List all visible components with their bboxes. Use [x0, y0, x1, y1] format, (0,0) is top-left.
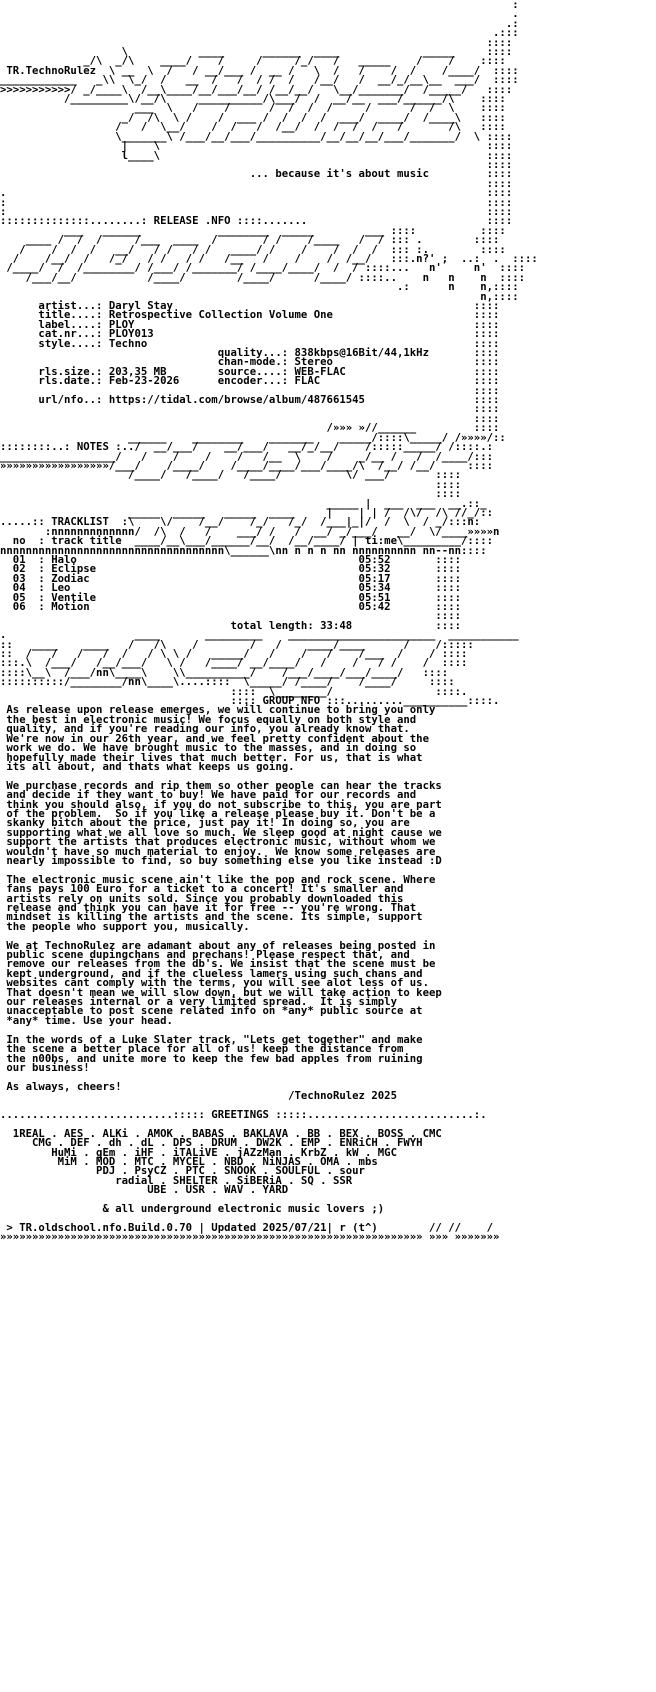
group-nfo-art: . ____ _________ _______________________ ___________ :: ____ ____ / /\ / / / ____/____ / /::::: :: / / / / / / \ \ / _____/ / / / /___ / / :::: :::.\ /___/ /__/___/ \ / /____/ __/____/ / / / / / :::: ::::\__\ /___/nn\____\ \\__________/ /___/____/___/____/ :::: ::::::::::/________/nn\____\....:::: \_____/ /____/ /____/ :::: :::: \________/ ::::. :::: GROUP NFO :::.........__________::::.	[0, 628, 519, 708]
tracklist-art: _____ | ___ ___ __.::_ _____ _____ _____ ____ | | | / /\/ /\ //_/:: .....:: TRACKLIST :\ \/ /__/ /_/ /_/ /___|_|/ / \ / _/:::n: :nnnnnnnnnnnnn/ /\ / / ___/ / / __/ _/___/ __/ \/____»»»»n no : track title ____/__\___/______/__/ /__/____/ | ti:me\_________/:::: nnnnnnnnnnnnnnnnnnnnnnnnnnnnnnnnnnn\______\nn n n n nn nnnnnnnnnn nn--nn::::	[0, 496, 500, 557]
release-title-art: ___ ______ ________ _____ ___ :::: :::: ____ / / / /___ ____ / / / /____ / / ::: . :::: / / / / __/ / / / / ____/ / / / / / ::: :. :::: / /__/ / /_/ / / / / /__ / / / /__/ :::.n?' ; ..: . :::: /____/ / /________/ /___/ /_______/ /____/____/ / / ::::... n' n' :::: /___/__/ /____/ /____/ /____/ ::::.. n n n :::: .: n n,:::: n,::::	[6, 223, 538, 303]
notes-art: /»»» »//______ :::: ______ ________ _______ _____/::::\_____/ /»»»»/:: ::::::::..: NOTES :../ __/___/ __/___/ __/_/__/ /:::::_____/ /::::.: __________________/ / / / / /__ \ / _/__ / / /____/::: »»»»»»»»»»»»»»»»»/___/ /____/ /____/____/___/____/\ /__/ /__/ :::: /____/ /____/ /____/ \/ ___/ :::: :::: ::::	[0, 421, 506, 501]
footer-rule: »»»»»»»»»»»»»»»»»»»»»»»»»»»»»»»»»»»»»»»»»»»»»»»»»»»»»»»»»»»»»»»»»» »»» »»»»»»»	[0, 1230, 500, 1244]
greetings-header: ...........................::::: GREETINGS :::::..........................:.	[0, 1107, 487, 1121]
greetings-list: 1REAL . AES . ALKi . AMOK . BABAS . BAKLAVA . BB . BEX . BOSS . CMC CMG . DEF . dh . dL . DPS . DRUM . DW2K . EMP . ENRiCH . FWYH HuMi . gEm . iHF . iTALiVE . jAZzMan . KrbZ . kW . MGC MiM . MOD . MTC . MYCEL . NBD . NiNJAS . OMA . mbs PDJ . PsyCZ . PTC . SNOOK . SOULFUL . sour radial . SHELTER . SiBERiA . SQ . SSR UBE . USR . WAV . YARD	[12, 1126, 442, 1197]
release-nfo-header: ::::::::::::::........: RELEASE .NFO ::::....... ::::	[0, 214, 513, 228]
technorulez-logo-art: : . .: .::: :::: \ ____ ______ ____ _____ :::: _/\ _/\ ____/ / / /_/ / _____ / / :::: TR.TechnoRulez \ __ \ / / __/___ / __ / \ / / / / /____/ :::: ____________ _\\ \_/ / __ / / / / / /__/ / __/_/__\__ ___/ :::: >>>>>>>>>>>/ _/____\ /__\____/__/___/__/ /__/__/ \__/_______/ /_____/ :::: /_________\/__/\ __________/\___/ / __/__ ___/______/\ :::: ___ \ / / / / / / / / / \ :::: _/ /\ \ / / ___ / / / / ___/ ____/ /____\ :::: / / \__/ / / / /__/ / / / / / /\ :::: \_______\ /___/__/___/__________/__/__/__/___/_______/ \ :::: | \ :::: l____\ :::: :::: ... because it's about music :::: :::: . :::: : :::: : ::::	[0, 0, 519, 218]
release-info-block: artist...: Daryl Stay :::: title....: Retrospective Collection Volume One :::: label....: PLOY :::: cat.nr...: PLOY013 :::: style....: Techno :::: quality...: 838kbps@16Bit/44,1kHz :::: chan-mode.: Stereo :::: rls.size.: 203,35 MB source....: WEB-FLAC :::: rls.date.: Feb-23-2026 encoder...: FLAC :::: :::: url/nfo..: https://tidal.com/browse/album/487661545 :::: :::: ::::	[38, 299, 500, 425]
group-nfo-text: As release upon release emerges, we will continue to bring you only the best in electronic music! We focus equally on both style and quality, and if you're reading our info, you already know that. We're now in our 26th year, and we feel pretty confident about the work we do. We have brought music to the masses, and in doing so hopefully made their lives that much better. For us, that is what its all about, and thats what keeps us going. We purchase records and rip them so other people can hear the tracks and decide if they want to buy! We have paid for our records and think you should also, if you do not subscribe to this, you are part of the problem. So if you like a release please buy it. Don't be a skanky bitch about the price, just pay it! In doing so, you are supporting what we all love so much. We sleep good at night cause we support the artists that produces electronic music, without whom we wouldn't have so much material to enjoy. We know some releases are nearly impossible to find, so buy something else you like instead :D The electronic music scene ain't like the pop and rock scene. Where fans pays 100 Euro for a ticket to a concert! It's smaller and artists rely on units sold. Since you probably downloaded this release and think you can have it for free -- you're wrong. That mindset is killing the artists and the scene. Its simple, support the people who support you, musically. We at TechnoRulez are adamant about any of releases being posted in public scene dupingchans and prechans! Please respect that, and remove our releases from the db's. We insist that the scene must be kept underground, and if the clueless lamers using such chans and websites cant comply with the terms, you will see alot less of us. That doesn't mean we will slow down, but we will take action to keep our releases internal or a very limited spread. It is simply unacceptable to post scene related info on *any* public source at *any* time. Use your head. In the words of a Luke Slater track, "Lets get together" and make the scene a better place for all of us! keep the distance from the n00bs, and unite more to keep the few bad apples from ruining our business! As always, cheers! /TechnoRulez 2025	[6, 703, 442, 1103]
build-line: > TR.oldschool.nfo.Build.0.70 | Updated 2025/07/21| r (t^) // // /	[0, 1220, 494, 1234]
greetings-footer: & all underground electronic music lovers ;)	[0, 1202, 385, 1215]
tracklist-table: 01 : Halo 05:52 :::: 02 : Eclipse 05:32 :::: 03 : Zodiac 05:17 :::: 04 : Leo 05:34 :::: 05 : Ventile 05:51 :::: 06 : Motion 05:42 :::: :::: total length: 33:48 ::::	[12, 552, 462, 632]
